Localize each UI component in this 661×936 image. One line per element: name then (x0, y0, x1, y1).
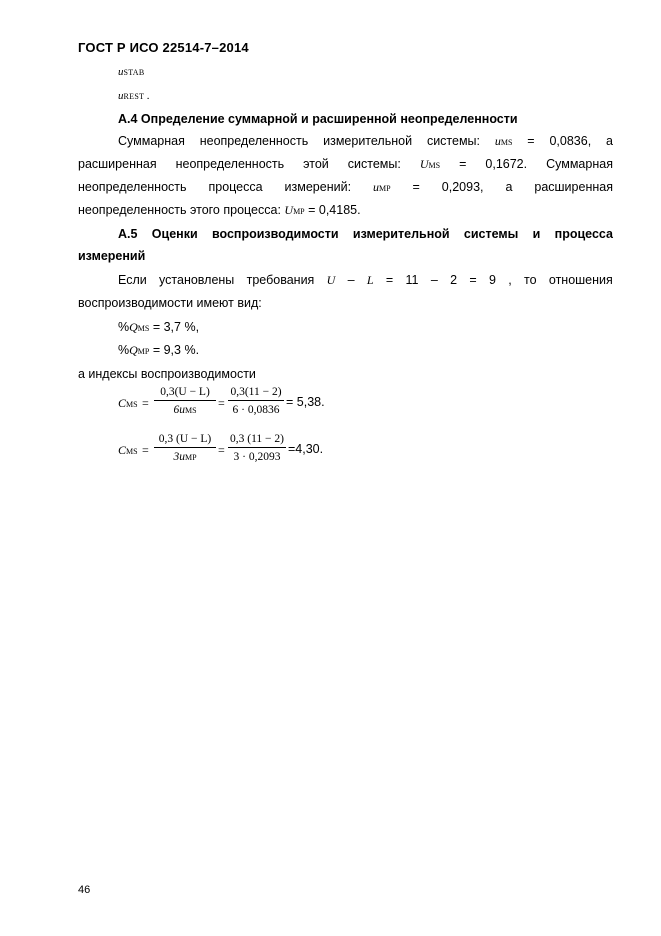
symbol-u-ms (495, 133, 513, 151)
fraction-numerator: 0,3 (11 − 2) (228, 433, 286, 448)
equals-sign: = (142, 396, 149, 410)
formula-result: =4,30. (288, 442, 324, 456)
formula-lhs (118, 396, 138, 411)
math-subscript: MP (184, 453, 197, 462)
symbol-u-rest-dot: . (144, 90, 150, 102)
word: Суммарная (546, 157, 613, 171)
a4-line-4 (78, 202, 613, 220)
word: 9 (488, 273, 496, 287)
word: расширенная (78, 157, 157, 171)
math-symbol: L (366, 273, 374, 287)
word: системы: (347, 157, 401, 171)
math-symbol: 3u (173, 451, 185, 463)
a4-line-2 (78, 156, 613, 174)
math-symbol: U (326, 273, 336, 287)
math-subscript: MS (500, 138, 513, 147)
text: % (118, 343, 130, 357)
a4-line-3 (78, 179, 613, 197)
word: и (532, 227, 541, 241)
math-symbol: u (494, 134, 501, 148)
math-symbol: u (373, 180, 380, 194)
fraction-denominator: 6 · 0,0836 (232, 404, 280, 416)
math-symbol: C (118, 443, 127, 457)
section-a4-heading: А.4 Определение суммарной и расширенной неопределенности (118, 112, 518, 126)
word: 11 (405, 273, 419, 287)
page-number: 46 (78, 884, 91, 896)
math-symbol: C (118, 396, 127, 410)
section-a5-heading-line-1 (118, 226, 613, 242)
word: 2 (450, 273, 458, 287)
word: установлены (159, 273, 235, 287)
word: Суммарная (118, 134, 185, 148)
word: а (505, 180, 513, 194)
fraction-numeric (228, 386, 284, 416)
math-symbol: U (284, 203, 294, 217)
word: = (385, 273, 394, 287)
word: = (527, 134, 535, 148)
math-subscript: MS (126, 400, 138, 409)
word: процесса (554, 227, 613, 241)
symbol-u-stab: uSTAB (118, 66, 145, 78)
word: неопределенность (78, 180, 187, 194)
symbol-u-rest: uREST . (118, 90, 150, 102)
math-subscript: MP (379, 184, 391, 193)
word: системы: (426, 134, 481, 148)
indices-intro: а индексы воспроизводимости (78, 367, 256, 381)
math-subscript: MS (137, 324, 150, 333)
math-subscript: MP (137, 347, 150, 356)
math-subscript: MS (428, 161, 441, 170)
equals-sign: = (218, 396, 225, 410)
formula-result: = 5,38. (286, 395, 325, 409)
math-symbol: Q (129, 320, 138, 334)
math-subscript: MP (293, 207, 305, 216)
word: а (606, 134, 613, 148)
fraction-symbolic (154, 433, 216, 463)
math-symbol: Q (129, 343, 138, 357)
text: = 9,3 %. (149, 343, 200, 357)
text: % (118, 320, 130, 334)
fraction-denominator (154, 401, 216, 416)
formula-c-mp (118, 433, 378, 473)
word: то (524, 273, 537, 287)
word: – (347, 273, 355, 287)
a4-line-1 (118, 133, 613, 151)
word: неопределенность (199, 134, 309, 148)
symbol-u-stab-sub: STAB (123, 68, 145, 77)
a5-paragraph-line-2: воспроизводимости имеют вид: (78, 296, 262, 310)
word: измерений: (284, 180, 352, 194)
word: – (430, 273, 438, 287)
word: измерительной (352, 227, 450, 241)
ratio-q-ms (118, 319, 613, 337)
ratio-q-mp (118, 342, 613, 360)
word: Оценки (151, 227, 198, 241)
word: = (459, 157, 467, 171)
equals-sign: = (218, 443, 225, 457)
word: отношения (548, 273, 613, 287)
text: = 3,7 %, (149, 320, 200, 334)
word: Если (118, 273, 147, 287)
word: процесса (208, 180, 263, 194)
equals-sign: = (142, 443, 149, 457)
math-symbol: 6u (173, 404, 185, 416)
fraction-numerator: 0,3(11 − 2) (228, 386, 284, 401)
word: = (412, 180, 420, 194)
word: 0,1672. (485, 157, 528, 171)
document-header: ГОСТ Р ИСО 22514-7–2014 (78, 40, 249, 55)
math-subscript: MS (126, 447, 138, 456)
math-symbol: U (419, 157, 429, 171)
formula-lhs (118, 443, 138, 458)
fraction-numeric (228, 433, 286, 463)
word: неопределенность (175, 157, 285, 171)
text: = 0,4185. (304, 203, 361, 217)
symbol-U-ms (420, 156, 440, 174)
fraction-denominator (154, 448, 216, 463)
word: А.5 (118, 227, 138, 241)
word: 0,2093, (441, 180, 484, 194)
word: 0,0836, (549, 134, 592, 148)
fraction-symbolic (154, 386, 216, 416)
word: = (469, 273, 477, 287)
word: системы (463, 227, 519, 241)
symbol-u-mp (373, 179, 391, 197)
word: этой (303, 157, 329, 171)
word: расширенная (534, 180, 613, 194)
fraction-denominator: 3 · 0,2093 (233, 451, 281, 463)
math-subscript: MS (184, 406, 197, 415)
formula-c-ms (118, 386, 378, 426)
a5-paragraph-line-1 (118, 272, 613, 288)
word: воспроизводимости (211, 227, 339, 241)
fraction-numerator: 0,3 (U − L) (154, 433, 216, 448)
word: измерительной (323, 134, 413, 148)
word: , (508, 273, 512, 287)
symbol-u-rest-sub: REST (123, 92, 145, 101)
fraction-numerator: 0,3(U − L) (154, 386, 216, 401)
section-a5-heading-line-2: измерений (78, 249, 146, 263)
text: неопределенность этого процесса: (78, 203, 285, 217)
word: требования (246, 273, 315, 287)
